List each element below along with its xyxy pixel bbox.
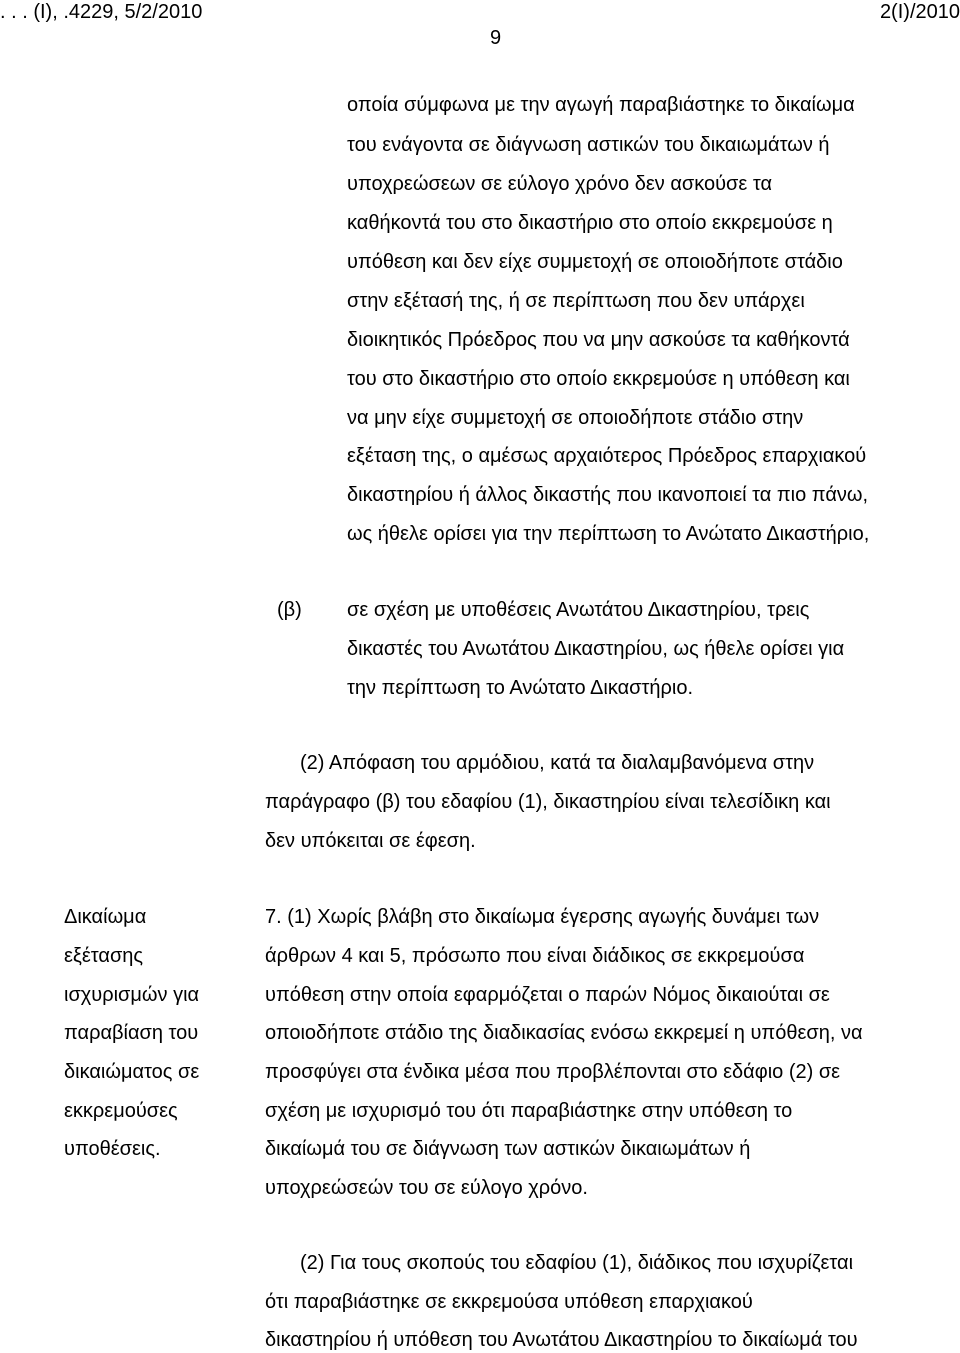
marginal-note-line: δικαιώματος σε [64, 1061, 200, 1083]
marginal-note-line: Δικαίωμα [64, 906, 147, 928]
text-line: να μην είχε συμμετοχή σε οποιοδήποτε στάδιο στην [347, 407, 804, 429]
text-line: εξέταση της, ο αμέσως αρχαιότερος Πρόεδρος επαρχιακού [347, 445, 867, 467]
text-line: δικαστηρίου ή άλλος δικαστής που ικανοποιεί τα πιο πάνω, [347, 484, 869, 506]
marginal-note-line: ισχυρισμών για [64, 984, 200, 1006]
text-line: άρθρων 4 και 5, πρόσωπο που είναι διάδικος σε εκκρεμούσα [265, 945, 805, 967]
text-line: προσφύγει στα ένδικα μέσα που προβλέπονται στο εδάφιο (2) σε [265, 1061, 841, 1083]
document-reference: . . . (I), .4229, 5/2/2010 [0, 1, 203, 23]
text-line: ως ήθελε ορίσει για την περίπτωση το Ανώτατο Δικαστήριο, [347, 523, 870, 545]
text-line: του ενάγοντα σε διάγνωση αστικών του δικαιωμάτων ή [347, 134, 830, 156]
text-line: του στο δικαστήριο στο οποίο εκκρεμούσε η υπόθεση και [347, 368, 850, 390]
text-line: δικαίωμά του σε διάγνωση των αστικών δικαιωμάτων ή [265, 1138, 751, 1160]
text-line: ότι παραβιάστηκε σε εκκρεμούσα υπόθεση επαρχιακού [265, 1291, 753, 1313]
subparagraph-label: (β) [277, 599, 302, 621]
marginal-note-line: εκκρεμούσες [64, 1100, 178, 1122]
text-line: (2) Απόφαση του αρμόδιου, κατά τα διαλαμβανόμενα στην [300, 752, 815, 774]
text-line: δεν υπόκειται σε έφεση. [265, 830, 476, 852]
text-line: δικαστές του Ανωτάτου Δικαστηρίου, ως ήθελε ορίσει για [347, 638, 845, 660]
text-line: υπόθεση και δεν είχε συμμετοχή σε οποιοδήποτε στάδιο [347, 251, 843, 273]
text-line: παράγραφο (β) του εδαφίου (1), δικαστηρίου είναι τελεσίδικη και [265, 791, 831, 813]
text-line: διοικητικός Πρόεδρος που να μην ασκούσε τα καθήκοντά [347, 329, 850, 351]
text-line: σχέση με ισχυρισμό του ότι παραβιάστηκε στην υπόθεση το [265, 1100, 793, 1122]
text-line: υποχρεώσεων σε εύλογο χρόνο δεν ασκούσε τα [347, 173, 773, 195]
text-line: υπόθεση στην οποία εφαρμόζεται ο παρών Νόμος δικαιούται σε [265, 984, 830, 1006]
page-number: 9 [490, 27, 502, 49]
text-line: 7. (1) Χωρίς βλάβη στο δικαίωμα έγερσης αγωγής δυνάμει των [265, 906, 820, 928]
marginal-note-line: παραβίαση του [64, 1022, 199, 1044]
marginal-note-line: εξέτασης [64, 945, 144, 967]
law-number: 2(I)/2010 [879, 1, 960, 23]
marginal-note-line: υποθέσεις. [64, 1138, 161, 1160]
text-line: οποιοδήποτε στάδιο της διαδικασίας ενόσω εκκρεμεί η υπόθεση, να [265, 1022, 863, 1044]
text-line: την περίπτωση το Ανώτατο Δικαστήριο. [347, 677, 694, 699]
text-line: καθήκοντά του στο δικαστήριο στο οποίο εκκρεμούσε η [347, 212, 833, 234]
text-line: οποία σύμφωνα με την αγωγή παραβιάστηκε το δικαίωμα [347, 94, 855, 116]
text-line: στην εξέτασή της, ή σε περίπτωση που δεν υπάρχει [347, 290, 805, 312]
text-line: δικαστηρίου ή υπόθεση του Ανωτάτου Δικαστηρίου το δικαίωμά του [265, 1329, 858, 1351]
text-line: σε σχέση με υποθέσεις Ανωτάτου Δικαστηρίου, τρεις [347, 599, 810, 621]
text-line: (2) Για τους σκοπούς του εδαφίου (1), διάδικος που ισχυρίζεται [300, 1252, 854, 1274]
text-line: υποχρεώσεών του σε εύλογο χρόνο. [265, 1177, 588, 1199]
